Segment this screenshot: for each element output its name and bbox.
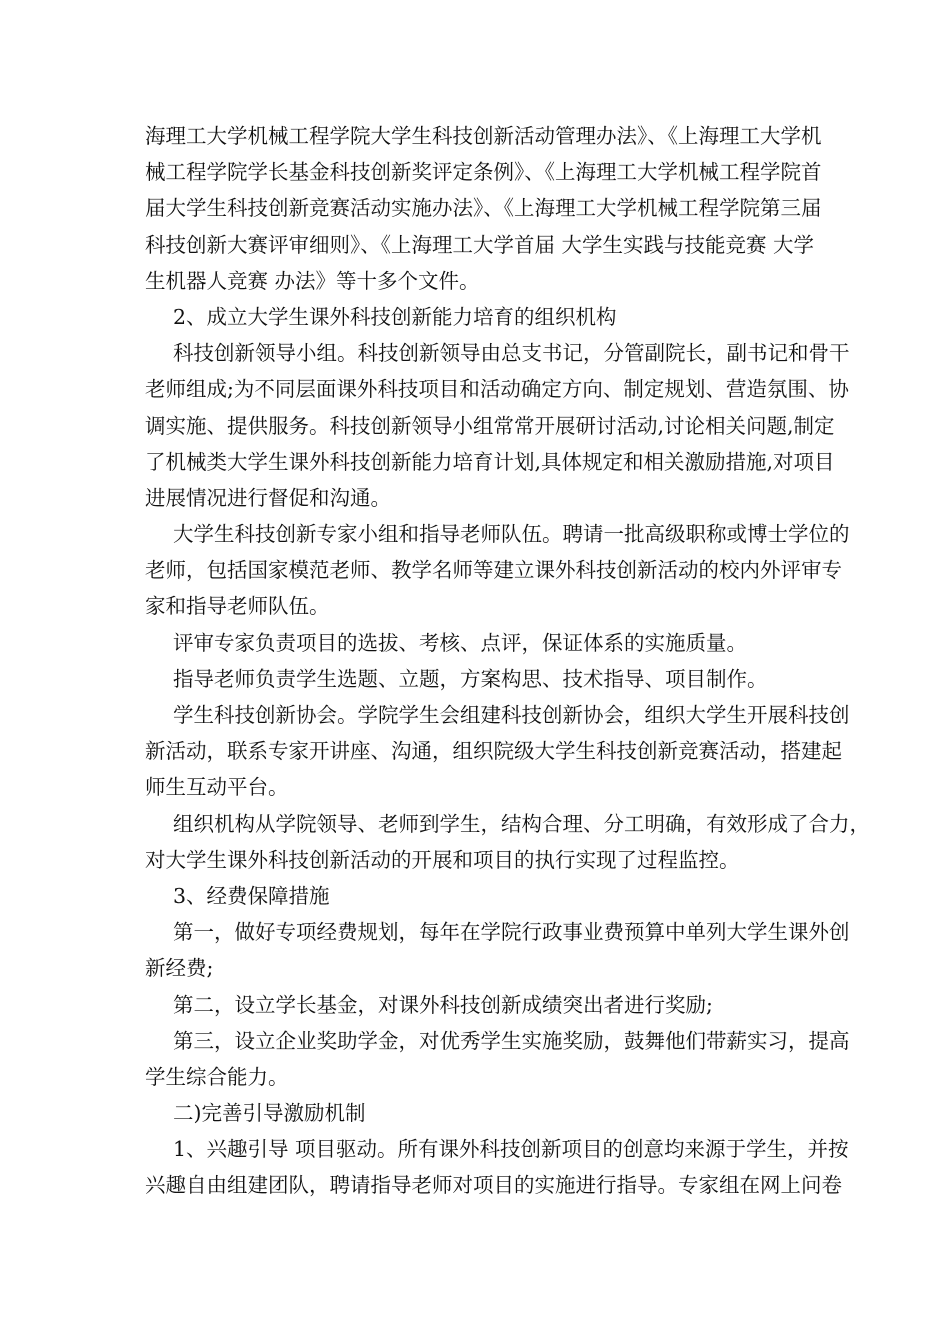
text-line: 生机器人竞赛 办法》等十多个文件。: [145, 268, 480, 293]
text-line: 3、经费保障措施: [173, 883, 330, 908]
text-line: 老师，包括国家模范老师、教学名师等建立课外科技创新活动的校内外评审专: [145, 558, 842, 583]
text-line: 评审专家负责项目的选拔、考核、点评，保证体系的实施质量。: [173, 630, 747, 655]
text-line: 调实施、提供服务。科技创新领导小组常常开展研讨活动,讨论相关问题,制定: [145, 413, 835, 438]
text-line: 届大学生科技创新竞赛活动实施办法》、《上海理工大学机械工程学院第三届: [145, 196, 822, 221]
text-line: 1、兴趣引导 项目驱动。所有课外科技创新项目的创意均来源于学生，并按: [173, 1137, 849, 1162]
text-line: 学生科技创新协会。学院学生会组建科技创新协会，组织大学生开展科技创: [173, 703, 850, 727]
text-line: 师生互动平台。: [145, 775, 289, 800]
text-line: 二)完善引导激励机制: [173, 1101, 366, 1126]
text-line: 海理工大学机械工程学院大学生科技创新活动管理办法》、《上海理工大学机: [145, 124, 822, 148]
text-line: 老师组成;为不同层面课外科技项目和活动确定方向、制定规划、营造氛围、协: [145, 377, 849, 402]
text-line: 2、成立大学生课外科技创新能力培育的组织机构: [173, 304, 617, 329]
text-line: 科技创新领导小组。科技创新领导由总支书记，分管副院长，副书记和骨干: [173, 341, 850, 366]
text-line: 组织机构从学院领导、老师到学生，结构合理、分工明确，有效形成了合力，: [173, 811, 870, 836]
document-page: [145, 118, 870, 1204]
text-line: 对大学生课外科技创新活动的开展和项目的执行实现了过程监控。: [145, 847, 740, 872]
text-line: 了机械类大学生课外科技创新能力培育计划,具体规定和相关激励措施,对项目: [145, 449, 835, 474]
text-line: 科技创新大赛评审细则》、《上海理工大学首届 大学生实践与技能竞赛 大学: [145, 232, 815, 257]
text-line: 第二，设立学长基金，对课外科技创新成绩突出者进行奖励;: [173, 992, 713, 1017]
text-line: 新活动，联系专家开讲座、沟通，组织院级大学生科技创新竞赛活动，搭建起: [145, 739, 842, 764]
text-line: 进展情况进行督促和沟通。: [145, 485, 391, 510]
text-line: 大学生科技创新专家小组和指导老师队伍。聘请一批高级职称或博士学位的: [173, 522, 850, 547]
text-line: 新经费;: [145, 956, 214, 981]
text-line: 指导老师负责学生选题、立题，方案构思、技术指导、项目制作。: [173, 666, 768, 691]
text-line: 学生综合能力。: [145, 1064, 289, 1089]
text-line: 家和指导老师队伍。: [145, 594, 330, 619]
text-line: 兴趣自由组建团队，聘请指导老师对项目的实施进行指导。专家组在网上问卷: [145, 1173, 842, 1198]
text-line: 第三，设立企业奖助学金，对优秀学生实施奖励，鼓舞他们带薪实习，提高: [173, 1028, 850, 1053]
text-line: 械工程学院学长基金科技创新奖评定条例》、《上海理工大学机械工程学院首: [145, 160, 822, 185]
text-line: 第一，做好专项经费规划，每年在学院行政事业费预算中单列大学生课外创: [173, 920, 850, 945]
